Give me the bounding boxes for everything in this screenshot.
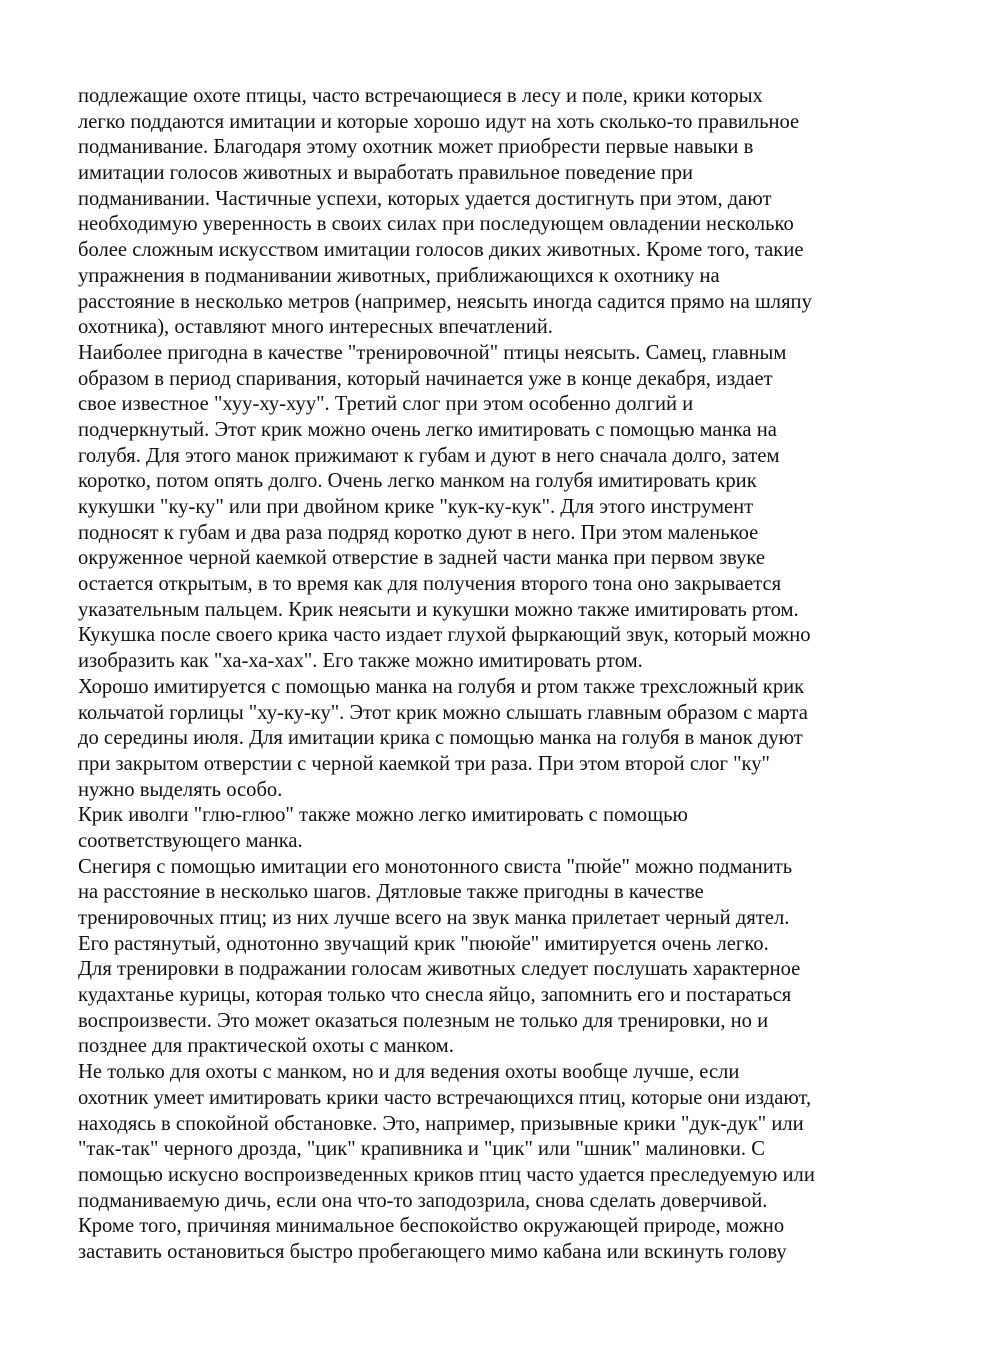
text-line: подлежащие охоте птицы, часто встречающиеся в лесу и поле, крики которых [78, 85, 763, 107]
text-line: на расстояние в несколько шагов. Дятловые также пригодны в качестве [78, 881, 704, 904]
text-line: Крик иволги "глю-глюо" также можно легко имитировать с помощью [78, 804, 688, 827]
text-line: подчеркнутый. Этот крик можно очень легко имитировать с помощью манка на [78, 418, 777, 441]
text-line: окруженное черной каемкой отверстие в задней части манка при первом звуке [78, 547, 766, 570]
text-line: подносят к губам и два раза подряд коротко дуют в него. При этом маленькое [78, 521, 759, 544]
text-line: имитации голосов животных и выработать правильное поведение при [78, 162, 694, 185]
text-line: Не только для охоты с манком, но и для ведения охоты вообще лучше, если [78, 1061, 740, 1084]
text-line: находясь в спокойной обстановке. Это, например, призывные крики "дук-дук" или [78, 1112, 804, 1135]
body-text [78, 84, 938, 1266]
text-line: указательным пальцем. Крик неясыти и кукушки можно также имитировать ртом. [78, 598, 799, 621]
text-line: расстояние в несколько метров (например, неясыть иногда садится прямо на шляпу [78, 290, 812, 313]
text-line: легко поддаются имитации и которые хорошо идут на хоть сколько-то правильное [78, 110, 800, 133]
text-line: тренировочных птиц; из них лучше всего на звук манка прилетает черный дятел. [78, 907, 790, 929]
text-line: свое известное "хуу-ху-хуу". Третий слог при этом особенно долгий и [78, 393, 694, 416]
text-line: подманиваемую дичь, если она что-то заподозрила, снова сделать доверчивой. [78, 1189, 768, 1212]
text-line: Кроме того, причиняя минимальное беспокойство окружающей природе, можно [78, 1215, 785, 1238]
text-line: более сложным искусством имитации голосов диких животных. Кроме того, такие [78, 239, 804, 262]
text-line: образом в период спаривания, который начинается уже в конце декабря, издает [78, 367, 773, 390]
text-line: Для тренировки в подражании голосам животных следует послушать характерное [78, 958, 801, 981]
text-line: остается открытым, в то время как для получения второго тона оно закрывается [78, 573, 782, 596]
text-line: охотника), оставляют много интересных впечатлений. [78, 316, 553, 339]
text-line: Наиболее пригодна в качестве "тренировочной" птицы неясыть. Самец, главным [78, 341, 787, 364]
text-line: Кукушка после своего крика часто издает глухой фыркающий звук, который можно [78, 624, 811, 647]
text-line: кольчатой горлицы "ху-ку-ку". Этот крик можно слышать главным образом с марта [78, 701, 808, 724]
text-line: Хорошо имитируется с помощью манка на голубя и ртом также трехсложный крик [78, 675, 805, 698]
text-line: при закрытом отверстии с черной каемкой три раза. При этом второй слог "ку" [78, 752, 770, 775]
text-line: кукушки "ку-ку" или при двойном крике "кук-ку-кук". Для этого инструмент [78, 496, 754, 518]
text-line: подманивание. Благодаря этому охотник может приобрести первые навыки в [78, 136, 754, 159]
text-line: нужно выделять особо. [78, 778, 283, 801]
text-line: необходимую уверенность в своих силах при последующем овладении несколько [78, 213, 794, 236]
text-line: до середины июля. Для имитации крика с помощью манка на голубя в манок дуют [78, 727, 803, 750]
text-line: изобразить как "ха-ха-хах". Его также можно имитировать ртом. [78, 650, 643, 673]
text-line: "так-так" черного дрозда, "цик" крапивника и "цик" или "шник" малиновки. С [78, 1138, 765, 1161]
text-line: воспроизвести. Это может оказаться полезным не только для тренировки, но и [78, 1009, 769, 1032]
text-line: упражнения в подманивании животных, приближающихся к охотнику на [78, 264, 720, 287]
text-line: помощью искусно воспроизведенных криков птиц часто удается преследуемую или [78, 1163, 815, 1186]
text-line: позднее для практической охоты с манком. [78, 1035, 454, 1058]
text-line: соответствующего манка. [78, 829, 303, 852]
text-line: охотник умеет имитировать крики часто встречающихся птиц, которые они издают, [78, 1086, 812, 1109]
text-line: Его растянутый, однотонно звучащий крик "пююйе" имитируется очень легко. [78, 932, 769, 955]
text-line: кудахтанье курицы, которая только что снесла яйцо, запомнить его и постараться [78, 984, 792, 1007]
text-line: заставить остановиться быстро пробегающего мимо кабана или вскинуть голову [78, 1240, 787, 1263]
text-line: коротко, потом опять долго. Очень легко манком на голубя имитировать крик [78, 470, 757, 493]
text-line: Снегиря с помощью имитации его монотонного свиста "пюйе" можно подманить [78, 855, 793, 878]
text-line: голубя. Для этого манок прижимают к губам и дуют в него сначала долго, затем [78, 444, 780, 467]
text-line: подманивании. Частичные успехи, которых удается достигнуть при этом, дают [78, 187, 772, 210]
